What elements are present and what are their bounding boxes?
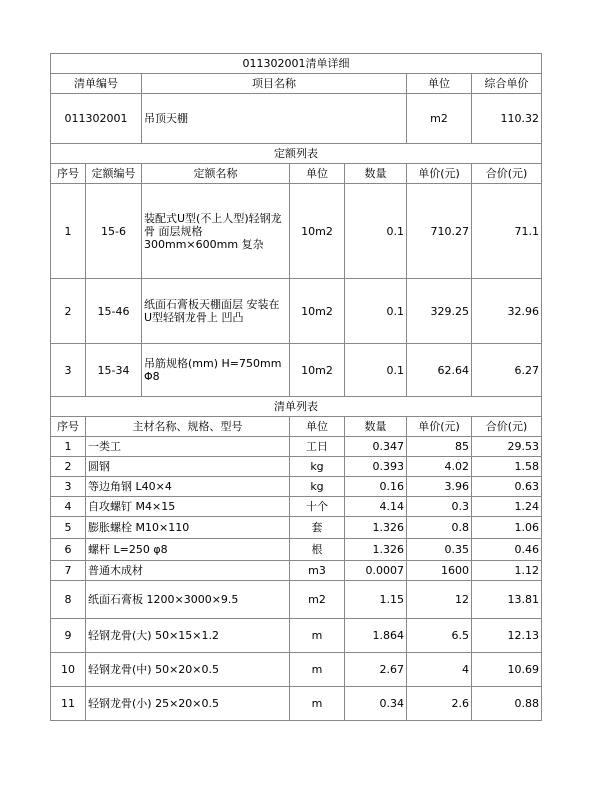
material-total: 29.53 xyxy=(472,437,542,457)
material-name: 膨胀螺栓 M10×110 xyxy=(86,517,290,539)
quota-row xyxy=(51,279,542,344)
material-total: 0.88 xyxy=(472,687,542,721)
quota-price: 62.64 xyxy=(407,344,472,397)
bill-unit: m2 xyxy=(407,94,472,144)
quota-section-title: 定额列表 xyxy=(51,144,542,164)
quota-total: 32.96 xyxy=(472,279,542,344)
quota-code: 15-6 xyxy=(86,184,142,279)
quota-section-row xyxy=(51,144,542,164)
quota-header-total: 合价(元) xyxy=(472,164,542,184)
material-qty: 1.15 xyxy=(345,581,407,619)
bill-unit-header: 单位 xyxy=(407,74,472,94)
quota-header-name: 定额名称 xyxy=(142,164,290,184)
material-unit: m2 xyxy=(290,581,345,619)
material-name: 轻钢龙骨(小) 25×20×0.5 xyxy=(86,687,290,721)
material-price: 4.02 xyxy=(407,457,472,477)
material-name: 圆钢 xyxy=(86,457,290,477)
material-unit: 根 xyxy=(290,539,345,561)
material-row xyxy=(51,687,542,721)
material-no: 2 xyxy=(51,457,86,477)
material-row xyxy=(51,517,542,539)
material-unit: 工日 xyxy=(290,437,345,457)
material-row xyxy=(51,457,542,477)
material-price: 2.6 xyxy=(407,687,472,721)
material-price: 0.35 xyxy=(407,539,472,561)
material-name: 一类工 xyxy=(86,437,290,457)
material-qty: 2.67 xyxy=(345,653,407,687)
materials-header-name: 主材名称、规格、型号 xyxy=(86,417,290,437)
bill-price-header: 综合单价 xyxy=(472,74,542,94)
material-price: 85 xyxy=(407,437,472,457)
page-title: 011302001清单详细 xyxy=(51,54,542,74)
quota-name: 装配式U型(不上人型)轻钢龙骨 面层规格300mm×600mm 复杂 xyxy=(142,184,290,279)
quota-header-code: 定额编号 xyxy=(86,164,142,184)
quota-header-price: 单价(元) xyxy=(407,164,472,184)
bill-header-row xyxy=(51,74,542,94)
material-name: 螺杆 L=250 φ8 xyxy=(86,539,290,561)
material-total: 1.58 xyxy=(472,457,542,477)
material-qty: 0.347 xyxy=(345,437,407,457)
quota-header-qty: 数量 xyxy=(345,164,407,184)
material-price: 6.5 xyxy=(407,619,472,653)
material-row xyxy=(51,497,542,517)
material-total: 0.46 xyxy=(472,539,542,561)
quota-unit: 10m2 xyxy=(290,344,345,397)
quota-row xyxy=(51,184,542,279)
materials-header-total: 合价(元) xyxy=(472,417,542,437)
material-total: 13.81 xyxy=(472,581,542,619)
material-total: 0.63 xyxy=(472,477,542,497)
material-row xyxy=(51,477,542,497)
quota-total: 71.1 xyxy=(472,184,542,279)
material-price: 0.8 xyxy=(407,517,472,539)
materials-header-unit: 单位 xyxy=(290,417,345,437)
quota-code: 15-46 xyxy=(86,279,142,344)
material-price: 3.96 xyxy=(407,477,472,497)
material-name: 等边角钢 L40×4 xyxy=(86,477,290,497)
material-qty: 0.16 xyxy=(345,477,407,497)
materials-section-row xyxy=(51,397,542,417)
material-total: 1.06 xyxy=(472,517,542,539)
material-row xyxy=(51,653,542,687)
material-unit: kg xyxy=(290,477,345,497)
material-row xyxy=(51,581,542,619)
material-name: 纸面石膏板 1200×3000×9.5 xyxy=(86,581,290,619)
quota-code: 15-34 xyxy=(86,344,142,397)
material-name: 轻钢龙骨(中) 50×20×0.5 xyxy=(86,653,290,687)
material-no: 7 xyxy=(51,561,86,581)
quota-no: 2 xyxy=(51,279,86,344)
quota-price: 329.25 xyxy=(407,279,472,344)
quota-qty: 0.1 xyxy=(345,184,407,279)
quota-unit: 10m2 xyxy=(290,184,345,279)
material-row xyxy=(51,437,542,457)
material-qty: 0.34 xyxy=(345,687,407,721)
bill-code: 011302001 xyxy=(51,94,142,144)
material-qty: 0.0007 xyxy=(345,561,407,581)
material-total: 1.12 xyxy=(472,561,542,581)
material-unit: 套 xyxy=(290,517,345,539)
bill-price: 110.32 xyxy=(472,94,542,144)
material-qty: 1.326 xyxy=(345,517,407,539)
material-total: 12.13 xyxy=(472,619,542,653)
material-row xyxy=(51,619,542,653)
materials-header-qty: 数量 xyxy=(345,417,407,437)
material-unit: m3 xyxy=(290,561,345,581)
materials-section-title: 清单列表 xyxy=(51,397,542,417)
material-total: 1.24 xyxy=(472,497,542,517)
quota-total: 6.27 xyxy=(472,344,542,397)
bill-code-header: 清单编号 xyxy=(51,74,142,94)
quota-header-unit: 单位 xyxy=(290,164,345,184)
material-row xyxy=(51,539,542,561)
quota-header-no: 序号 xyxy=(51,164,86,184)
material-name: 自攻螺钉 M4×15 xyxy=(86,497,290,517)
material-no: 3 xyxy=(51,477,86,497)
material-no: 8 xyxy=(51,581,86,619)
bill-name-header: 项目名称 xyxy=(142,74,407,94)
material-no: 4 xyxy=(51,497,86,517)
quota-price: 710.27 xyxy=(407,184,472,279)
material-unit: m xyxy=(290,653,345,687)
material-row xyxy=(51,561,542,581)
quota-no: 3 xyxy=(51,344,86,397)
quota-no: 1 xyxy=(51,184,86,279)
title-row xyxy=(51,54,542,74)
bill-value-row xyxy=(51,94,542,144)
material-qty: 0.393 xyxy=(345,457,407,477)
material-unit: m xyxy=(290,687,345,721)
material-name: 轻钢龙骨(大) 50×15×1.2 xyxy=(86,619,290,653)
quota-qty: 0.1 xyxy=(345,344,407,397)
material-no: 11 xyxy=(51,687,86,721)
material-price: 12 xyxy=(407,581,472,619)
materials-header-price: 单价(元) xyxy=(407,417,472,437)
material-no: 10 xyxy=(51,653,86,687)
material-unit: m xyxy=(290,619,345,653)
material-price: 4 xyxy=(407,653,472,687)
material-no: 9 xyxy=(51,619,86,653)
quota-unit: 10m2 xyxy=(290,279,345,344)
material-qty: 1.326 xyxy=(345,539,407,561)
material-name: 普通木成材 xyxy=(86,561,290,581)
material-unit: 十个 xyxy=(290,497,345,517)
material-total: 10.69 xyxy=(472,653,542,687)
quota-header-row xyxy=(51,164,542,184)
material-unit: kg xyxy=(290,457,345,477)
materials-header-row xyxy=(51,417,542,437)
material-price: 0.3 xyxy=(407,497,472,517)
bill-name: 吊顶天棚 xyxy=(142,94,407,144)
quota-row xyxy=(51,344,542,397)
quota-name: 纸面石膏板天棚面层 安装在U型轻钢龙骨上 凹凸 xyxy=(142,279,290,344)
material-no: 1 xyxy=(51,437,86,457)
material-no: 6 xyxy=(51,539,86,561)
material-price: 1600 xyxy=(407,561,472,581)
material-no: 5 xyxy=(51,517,86,539)
material-qty: 4.14 xyxy=(345,497,407,517)
bill-detail-table xyxy=(50,53,542,721)
materials-header-no: 序号 xyxy=(51,417,86,437)
material-qty: 1.864 xyxy=(345,619,407,653)
quota-qty: 0.1 xyxy=(345,279,407,344)
quota-name: 吊筋规格(mm) H=750mm Φ8 xyxy=(142,344,290,397)
